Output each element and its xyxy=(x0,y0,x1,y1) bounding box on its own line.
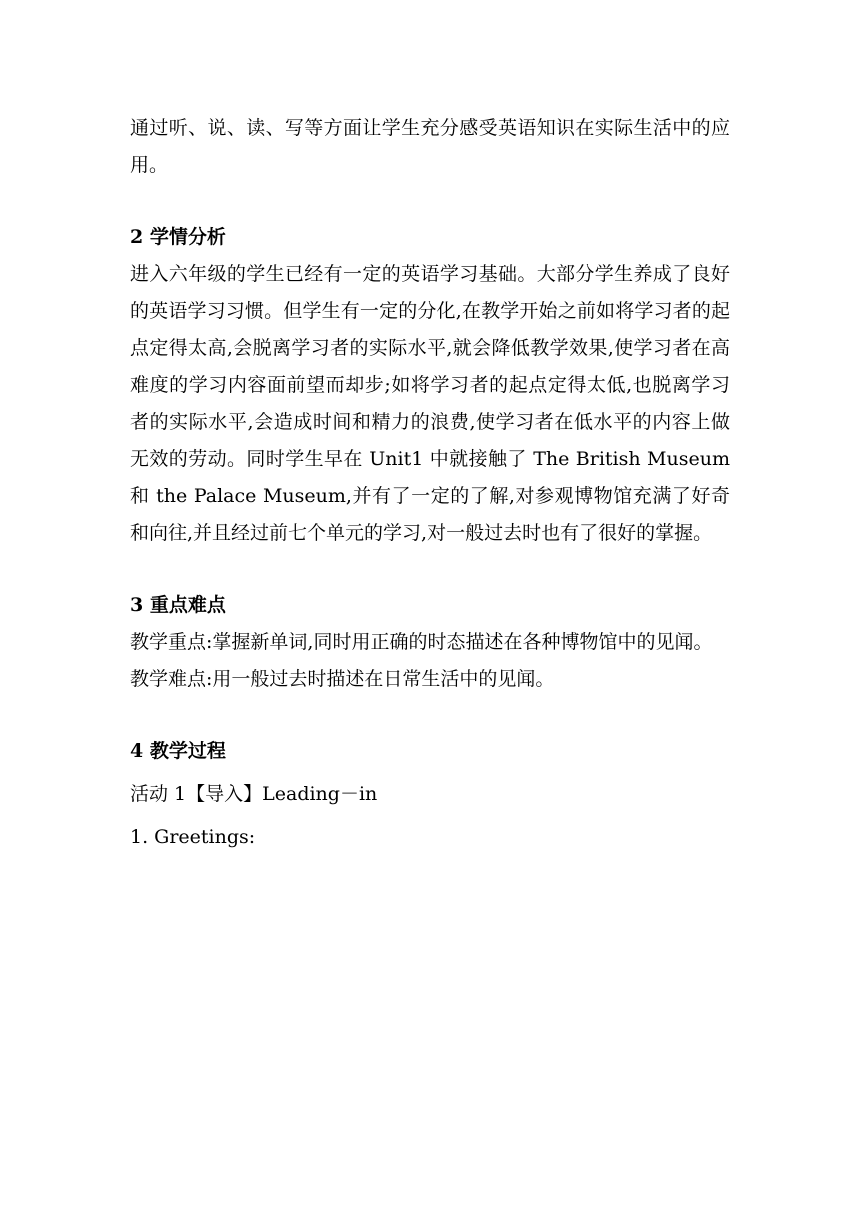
student-analysis-paragraph: 进入六年级的学生已经有一定的英语学习基础。大部分学生养成了良好的英语学习习惯。但学生有一定的分化,在教学开始之前如将学习者的起点定得太高,会脱离学习者的实际水平,就会降低教学效果,使学习者在高难度的学习内容面前望而却步;如将学习者的起点定得太低,也脱离学习者的实际水平,会造成时间和精力的浪费,使学习者在低水平的内容上做无效的劳动。同时学生早在 Unit1 中就接触了 The British Museum 和 the Palace Museum,并有了一定的了解,对参观博物馆充满了好奇和向往,并且经过前七个单元的学习,对一般过去时也有了很好的掌握。 xyxy=(130,263,730,544)
greetings-step: 1. Greetings: xyxy=(130,826,256,848)
difficult-point-paragraph: 教学难点:用一般过去时描述在日常生活中的见闻。 xyxy=(130,668,555,690)
spacer xyxy=(130,552,730,587)
section-heading-student-analysis: 2 学情分析 xyxy=(130,226,226,248)
activity-title: 活动 1【导入】Leading－in xyxy=(130,783,378,805)
section-heading-key-difficult-points: 3 重点难点 xyxy=(130,594,226,616)
key-point-paragraph: 教学重点:掌握新单词,同时用正确的时态描述在各种博物馆中的见闻。 xyxy=(130,631,713,653)
spacer xyxy=(130,184,730,219)
intro-paragraph: 通过听、说、读、写等方面让学生充分感受英语知识在实际生活中的应用。 xyxy=(130,117,730,176)
section-heading-teaching-process: 4 教学过程 xyxy=(130,740,226,762)
spacer xyxy=(130,698,730,733)
document-page xyxy=(130,110,730,856)
